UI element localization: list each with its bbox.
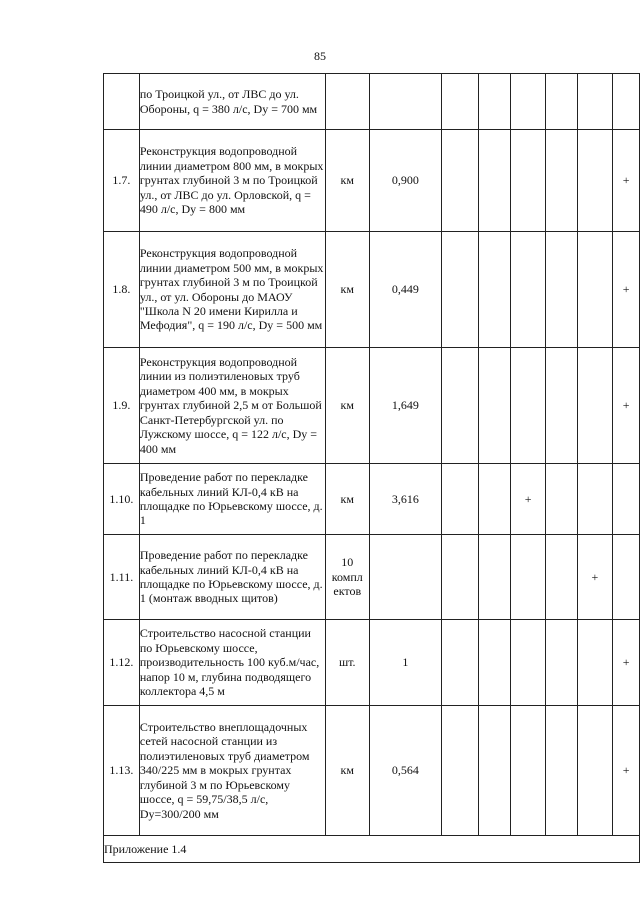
schedule-mark-cell — [511, 348, 546, 464]
schedule-mark-cell — [478, 706, 511, 836]
unit-of-measure: 10 компл ектов — [325, 535, 369, 620]
schedule-mark-cell: + — [577, 535, 613, 620]
work-description: Строительство внеплощадочных сетей насосной станции из полиэтиленовых труб диаметром 340/225 мм в мокрых грунтах глубиной 3 м по Юрьевскому шоссе, q = 59,75/38,5 л/с, Dy=300/200 мм — [139, 706, 325, 836]
table-row — [104, 706, 640, 836]
quantity — [369, 535, 441, 620]
quantity: 1,649 — [369, 348, 441, 464]
table-row — [104, 74, 640, 130]
schedule-mark-cell — [613, 464, 640, 535]
table-body — [104, 74, 640, 836]
schedule-mark-cell: + — [613, 706, 640, 836]
schedule-mark-cell — [511, 232, 546, 348]
schedule-mark-cell — [442, 74, 479, 130]
schedule-mark-cell — [478, 74, 511, 130]
schedule-mark-cell — [577, 130, 613, 232]
quantity: 0,900 — [369, 130, 441, 232]
schedule-mark-cell — [478, 232, 511, 348]
schedule-mark-cell — [511, 706, 546, 836]
schedule-mark-cell — [478, 130, 511, 232]
schedule-mark-cell — [442, 706, 479, 836]
schedule-mark-cell — [442, 620, 479, 706]
unit-of-measure: км — [325, 130, 369, 232]
appendix-row — [104, 836, 640, 863]
work-description: Реконструкция водопроводной линии диаметром 500 мм, в мокрых грунтах глубиной 3 м по Троицкой ул., от ул. Обороны до МАОУ "Школа N 20 имени Кирилла и Мефодия", q = 190 л/с, Dy = 500 мм — [139, 232, 325, 348]
quantity: 1 — [369, 620, 441, 706]
schedule-mark-cell — [442, 348, 479, 464]
table-row — [104, 130, 640, 232]
unit-of-measure: км — [325, 706, 369, 836]
unit-of-measure: км — [325, 232, 369, 348]
schedule-mark-cell — [545, 464, 577, 535]
schedule-mark-cell — [545, 130, 577, 232]
schedule-mark-cell — [478, 464, 511, 535]
quantity: 3,616 — [369, 464, 441, 535]
schedule-mark-cell — [478, 348, 511, 464]
schedule-mark-cell — [511, 620, 546, 706]
work-description: Реконструкция водопроводной линии из полиэтиленовых труб диаметром 400 мм, в мокрых грунтах глубиной 2,5 м от Большой Санкт-Петербургской ул. по Лужскому шоссе, q = 122 л/с, Dy = 400 мм — [139, 348, 325, 464]
row-number: 1.8. — [104, 232, 140, 348]
schedule-mark-cell — [478, 620, 511, 706]
schedule-mark-cell — [545, 74, 577, 130]
unit-of-measure: км — [325, 348, 369, 464]
schedule-mark-cell — [613, 535, 640, 620]
schedule-mark-cell — [577, 464, 613, 535]
schedule-mark-cell: + — [511, 464, 546, 535]
row-number: 1.11. — [104, 535, 140, 620]
schedule-mark-cell — [442, 464, 479, 535]
quantity — [369, 74, 441, 130]
work-description: Проведение работ по перекладке кабельных линий КЛ-0,4 кВ на площадке по Юрьевскому шоссе, д. 1 (монтаж вводных щитов) — [139, 535, 325, 620]
unit-of-measure — [325, 74, 369, 130]
row-number: 1.12. — [104, 620, 140, 706]
unit-of-measure: шт. — [325, 620, 369, 706]
appendix-label: Приложение 1.4 — [104, 836, 640, 863]
table-row — [104, 464, 640, 535]
schedule-mark-cell: + — [613, 348, 640, 464]
row-number: 1.10. — [104, 464, 140, 535]
table-row — [104, 348, 640, 464]
row-number: 1.7. — [104, 130, 140, 232]
row-number — [104, 74, 140, 130]
schedule-mark-cell — [577, 706, 613, 836]
work-description: Проведение работ по перекладке кабельных линий КЛ-0,4 кВ на площадке по Юрьевскому шоссе, д. 1 — [139, 464, 325, 535]
schedule-mark-cell — [577, 232, 613, 348]
schedule-mark-cell — [577, 74, 613, 130]
work-description: Строительство насосной станции по Юрьевскому шоссе, производительность 100 куб.м/час, напор 10 м, глубина подводящего коллектора 4,5 м — [139, 620, 325, 706]
work-description: по Троицкой ул., от ЛВС до ул. Обороны, q = 380 л/с, Dy = 700 мм — [139, 74, 325, 130]
schedule-mark-cell — [442, 232, 479, 348]
work-description: Реконструкция водопроводной линии диаметром 800 мм, в мокрых грунтах глубиной 3 м по Троицкой ул., от ЛВС до ул. Орловской, q = 490 л/с, Dy = 800 мм — [139, 130, 325, 232]
table-row — [104, 535, 640, 620]
schedule-mark-cell — [442, 535, 479, 620]
schedule-mark-cell — [478, 535, 511, 620]
row-number: 1.9. — [104, 348, 140, 464]
table-row — [104, 232, 640, 348]
schedule-mark-cell — [511, 535, 546, 620]
schedule-mark-cell — [545, 620, 577, 706]
schedule-mark-cell — [442, 130, 479, 232]
quantity: 0,449 — [369, 232, 441, 348]
schedule-mark-cell — [545, 348, 577, 464]
schedule-mark-cell: + — [613, 130, 640, 232]
schedule-mark-cell — [545, 706, 577, 836]
works-table — [103, 73, 640, 863]
schedule-mark-cell — [577, 620, 613, 706]
schedule-mark-cell — [511, 130, 546, 232]
table-row — [104, 620, 640, 706]
schedule-mark-cell: + — [613, 620, 640, 706]
quantity: 0,564 — [369, 706, 441, 836]
row-number: 1.13. — [104, 706, 140, 836]
schedule-mark-cell — [577, 348, 613, 464]
schedule-mark-cell: + — [613, 232, 640, 348]
unit-of-measure: км — [325, 464, 369, 535]
page-number: 85 — [314, 49, 326, 63]
schedule-mark-cell — [613, 74, 640, 130]
schedule-mark-cell — [545, 535, 577, 620]
schedule-mark-cell — [545, 232, 577, 348]
schedule-mark-cell — [511, 74, 546, 130]
